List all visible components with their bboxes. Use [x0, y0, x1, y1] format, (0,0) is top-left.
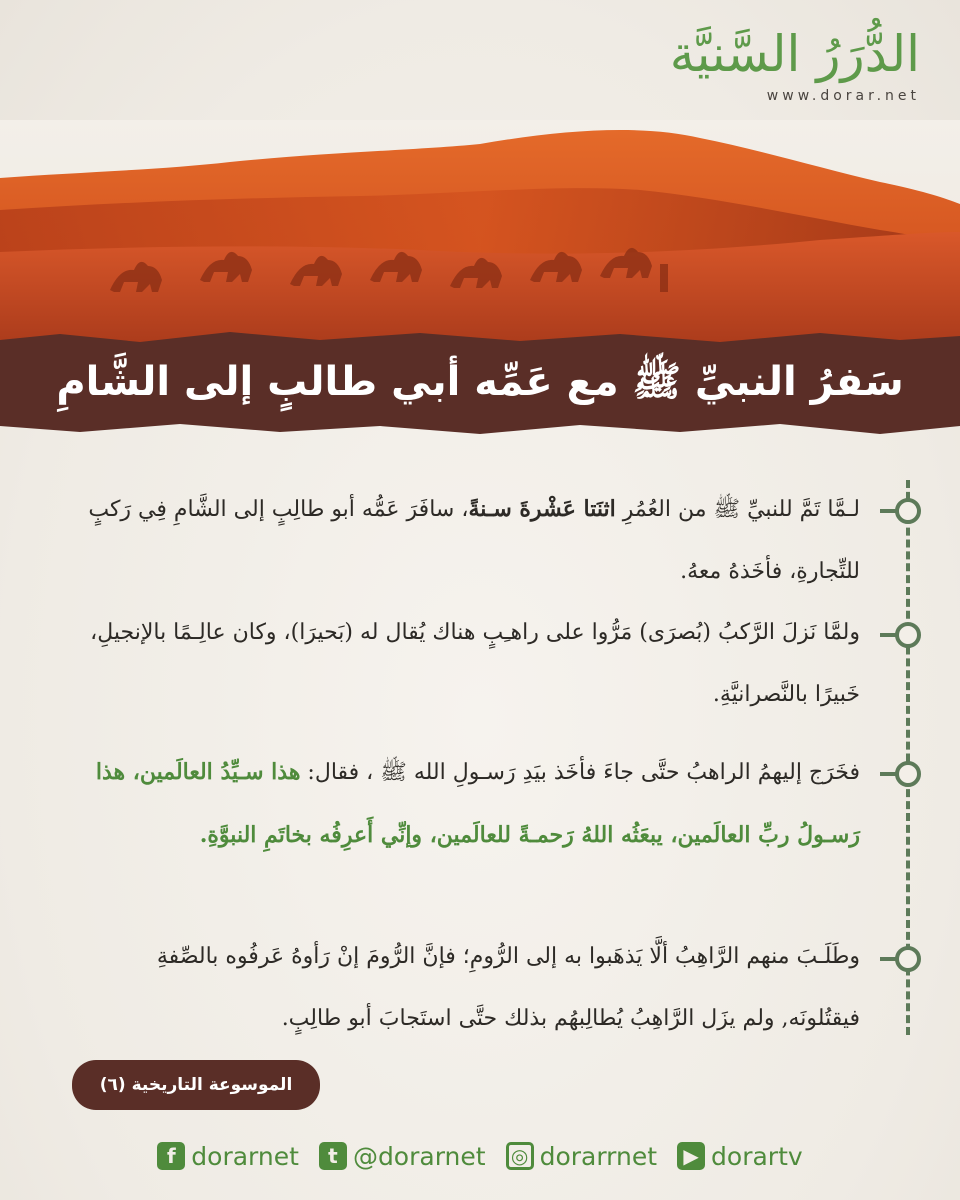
timeline-node — [895, 622, 921, 648]
social-youtube[interactable] — [677, 1142, 803, 1171]
title-banner — [0, 330, 960, 438]
dorar-logo — [620, 22, 920, 112]
logo-text: الدُّرَرُ السَّنيَّة — [669, 25, 920, 83]
social-twitter[interactable] — [319, 1142, 486, 1171]
timeline-node — [895, 498, 921, 524]
facebook-icon: f — [157, 1142, 185, 1170]
social-links — [0, 1136, 960, 1176]
source-badge: الموسوعة التاريخية (٦) — [72, 1060, 320, 1110]
desert-camel-image — [0, 120, 960, 350]
logo-url: www.dorar.net — [766, 88, 920, 104]
social-instagram[interactable] — [506, 1142, 657, 1171]
paragraph-4-text: وطَلَـبَ منهم الرَّاهِبُ ألَّا يَذهَبوا به إلى الرُّومِ؛ فإنَّ الرُّومَ إنْ رَأوهُ عَرفُوه بالصِّفةِ فيقتُلونَه, ولم يزَل الرَّاهِبُ يُطالِبهُم بذلك حتَّى استَجابَ أبو طالِبٍ. — [156, 944, 860, 1031]
youtube-icon: ▶ — [677, 1142, 705, 1170]
paragraph-3 — [80, 741, 860, 867]
facebook-handle: dorarnet — [191, 1141, 299, 1171]
paragraph-1-text-a: لـمَّا تَمَّ للنبيِّ ﷺ من العُمُرِ — [615, 497, 860, 522]
twitter-icon: t — [319, 1142, 347, 1170]
page-title: سَفرُ النبيِّ ﷺ مع عَمِّه أبي طالبٍ إلى الشَّامِ — [56, 359, 904, 405]
paragraph-1-highlight: اثنَتا عَشْرةَ سـنةً — [468, 496, 616, 522]
instagram-handle: dorarrnet — [539, 1141, 658, 1171]
paragraph-4 — [80, 926, 860, 1050]
youtube-handle: dorartv — [711, 1141, 803, 1171]
timeline-node — [895, 946, 921, 972]
paragraph-2-text: ولمَّا نَزلَ الرَّكبُ (بُصرَى) مَرُّوا على راهـِبٍ هناك يُقال له (بَحيرَا)، وكان عالِـمًا بالإنجيلِ، خَبيرًا بالنَّصرانيَّةِ. — [90, 620, 860, 707]
twitter-handle: @dorarnet — [352, 1141, 486, 1171]
timeline-node — [895, 761, 921, 787]
paragraph-3-text: فخَرَج إليهمُ الراهبُ حتَّى جاءَ فأخَذ بيَدِ رَسـولِ الله ﷺ ، فقال: — [300, 760, 860, 785]
social-facebook[interactable] — [157, 1142, 299, 1171]
paragraph-1-text-c: ، سافَرَ عَمُّه أبو طالِبٍ إلى الشَّامِ فِي رَكبٍ للتِّجارةِ، فأخَذهُ معهُ. — [88, 497, 860, 584]
paragraph-2 — [80, 602, 860, 726]
paragraph-3-quote: هذا سـيِّدُ العالَمين، هذا رَسـولُ ربِّ العالَمين، يبعَثُه اللهُ رَحمـةً للعالَمين، وإنِّي أَعرِفُه بخاتَمِ النبوَّةِ. — [95, 759, 860, 848]
desert-illustration — [0, 120, 960, 350]
paragraph-1 — [80, 478, 860, 603]
instagram-icon: ◎ — [506, 1142, 534, 1170]
